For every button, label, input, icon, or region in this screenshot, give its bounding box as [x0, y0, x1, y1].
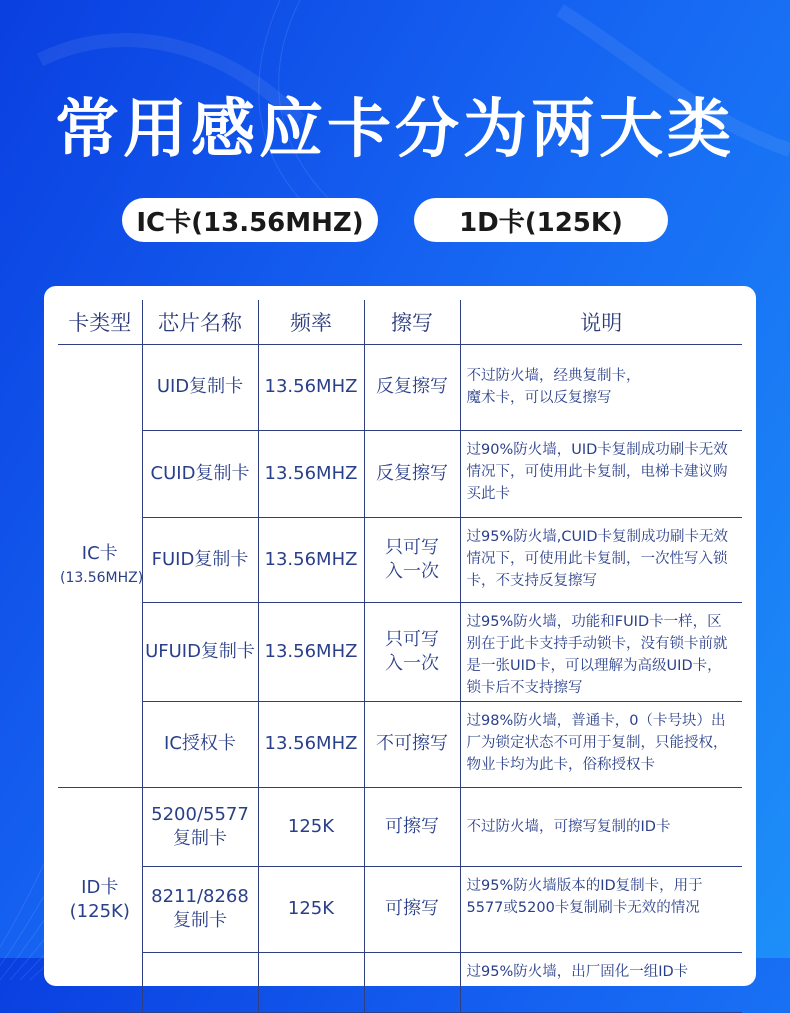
- chip-name: 5200/5577 复制卡: [142, 787, 258, 866]
- frequency: 125K: [258, 787, 364, 866]
- id-card-category-pill: 1D卡(125K): [414, 198, 668, 242]
- header-rewrite: 擦写: [364, 300, 460, 344]
- description: 过95%防火墙，出厂固化一组ID卡: [460, 952, 742, 1012]
- frequency: 13.56MHZ: [258, 430, 364, 517]
- table-row: [58, 866, 742, 952]
- rewrite: 反复擦写: [364, 344, 460, 430]
- chip-name: 8211/8268 复制卡: [142, 866, 258, 952]
- frequency: [258, 952, 364, 1012]
- header-chip-name: 芯片名称: [142, 300, 258, 344]
- page-title: 常用感应卡分为两大类: [55, 93, 735, 167]
- chip-name: UFUID复制卡: [142, 602, 258, 701]
- type-frequency: (13.56MHZ): [60, 569, 144, 586]
- header-card-type: 卡类型: [58, 300, 142, 344]
- rewrite: [364, 952, 460, 1012]
- spec-table-card: [44, 286, 756, 986]
- table-row: [58, 517, 742, 602]
- type-label: ID卡: [81, 876, 119, 898]
- rewrite: 可擦写: [364, 787, 460, 866]
- frequency: 125K: [258, 866, 364, 952]
- table-row: [58, 602, 742, 701]
- type-cell-id: [58, 787, 142, 1012]
- header-frequency: 频率: [258, 300, 364, 344]
- chip-name: IC授权卡: [142, 701, 258, 787]
- table-header-row: [58, 300, 742, 344]
- table-row: [58, 430, 742, 517]
- description: 过90%防火墙，UID卡复制成功刷卡无效情况下，可使用此卡复制，电梯卡建议购买此卡: [460, 430, 742, 517]
- chip-name: [142, 952, 258, 1012]
- table-row: [58, 952, 742, 1012]
- table-row: [58, 787, 742, 866]
- ic-card-category-pill: IC卡(13.56MHZ): [122, 198, 378, 242]
- description: 过95%防火墙，功能和FUID卡一样，区别在于此卡支持手动锁卡，没有锁卡前就是一张UID卡，可以理解为高级UID卡，锁卡后不支持擦写: [460, 602, 742, 701]
- chip-name: FUID复制卡: [142, 517, 258, 602]
- rewrite: 反复擦写: [364, 430, 460, 517]
- frequency: 13.56MHZ: [258, 517, 364, 602]
- table-row: [58, 344, 742, 430]
- description: 不过防火墙，经典复制卡， 魔术卡，可以反复擦写: [460, 344, 742, 430]
- table-row: [58, 701, 742, 787]
- type-label: IC卡: [81, 542, 118, 564]
- chip-name: CUID复制卡: [142, 430, 258, 517]
- description: 过95%防火墙,CUID卡复制成功刷卡无效情况下，可使用此卡复制，一次性写入锁卡，不支持反复擦写: [460, 517, 742, 602]
- description: 过98%防火墙，普通卡，0（卡号块）出厂为锁定状态不可用于复制，只能授权，物业卡均为此卡，俗称授权卡: [460, 701, 742, 787]
- rewrite: 只可写 入一次: [364, 517, 460, 602]
- rewrite: 只可写 入一次: [364, 602, 460, 701]
- rewrite: 可擦写: [364, 866, 460, 952]
- frequency: 13.56MHZ: [258, 344, 364, 430]
- rewrite: 不可擦写: [364, 701, 460, 787]
- description: 不过防火墙，可擦写复制的ID卡: [460, 787, 742, 866]
- type-frequency: (125K): [69, 900, 130, 922]
- frequency: 13.56MHZ: [258, 701, 364, 787]
- card-spec-table: [58, 300, 742, 1013]
- header-description: 说明: [460, 300, 742, 344]
- frequency: 13.56MHZ: [258, 602, 364, 701]
- description: 过95%防火墙版本的ID复制卡，用于5577或5200卡复制刷卡无效的情况: [460, 866, 742, 952]
- type-cell-ic: [58, 344, 142, 787]
- chip-name: UID复制卡: [142, 344, 258, 430]
